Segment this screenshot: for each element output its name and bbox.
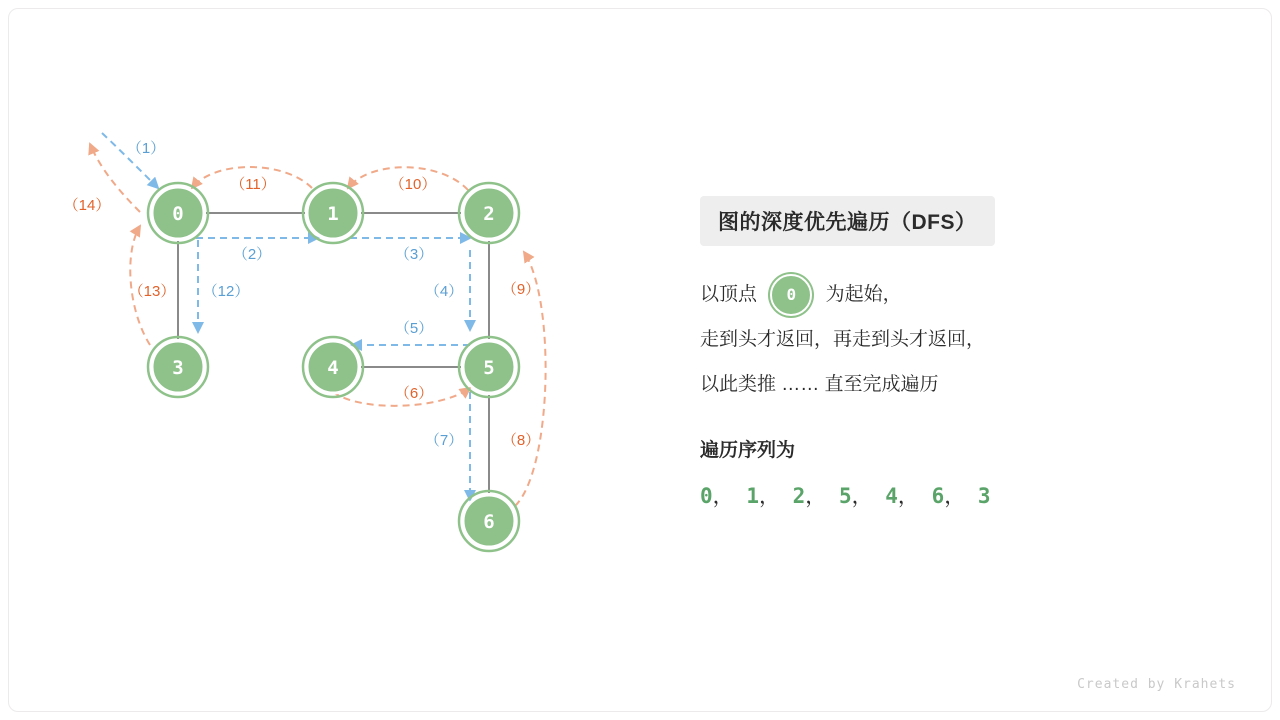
- sequence-title: 遍历序列为: [700, 440, 796, 461]
- step-label-5: （5）: [394, 320, 434, 337]
- description-line-2: 走到头才返回，再走到头才返回，: [700, 329, 986, 350]
- step-label-7: （7）: [424, 432, 464, 449]
- step-label-10: （10）: [389, 176, 437, 193]
- step-label-13: （13）: [128, 283, 176, 300]
- description-line-1: [700, 272, 1220, 317]
- sequence-sep-4: ，: [897, 485, 919, 508]
- step-label-9: （9）: [501, 281, 541, 298]
- step-label-3: （3）: [394, 246, 434, 263]
- step-label-11: （11）: [230, 176, 276, 193]
- description-line-1-prefix: 以顶点: [700, 284, 758, 305]
- sequence-item-4: 4: [885, 484, 898, 508]
- sequence-sep-3: ，: [851, 485, 873, 508]
- info-panel: [700, 196, 1220, 510]
- sequence-sep-2: ，: [805, 485, 827, 508]
- step-label-1: （1）: [126, 140, 166, 157]
- start-vertex-badge: 0: [770, 274, 812, 316]
- node-4-label: 4: [327, 357, 339, 379]
- node-1-label: 1: [327, 203, 339, 225]
- graph-node-5[interactable]: [459, 337, 519, 397]
- graph-node-4[interactable]: [303, 337, 363, 397]
- graph-node-3[interactable]: [148, 337, 208, 397]
- step-label-6: （6）: [394, 385, 434, 402]
- sequence-item-5: 6: [931, 484, 945, 508]
- sequence-values: [700, 480, 1220, 510]
- sequence-item-0: 0: [700, 484, 713, 508]
- step-label-8: （8）: [501, 432, 541, 449]
- credit-text: Created by Krahets: [1077, 677, 1236, 692]
- panel-description: [700, 272, 1220, 407]
- graph-node-0[interactable]: [148, 183, 208, 243]
- node-5-label: 5: [483, 357, 495, 379]
- sequence-item-2: 2: [792, 484, 806, 508]
- description-line-1-suffix: 为起始，: [825, 284, 902, 305]
- node-3-label: 3: [172, 357, 184, 379]
- sequence-sep-5: ，: [944, 485, 966, 508]
- step-label-2: （2）: [232, 246, 272, 263]
- step-label-12: （12）: [202, 283, 250, 300]
- sequence-item-1: 1: [746, 484, 759, 508]
- node-6-label: 6: [483, 511, 495, 533]
- node-0-label: 0: [172, 203, 184, 225]
- graph-node-6[interactable]: [459, 491, 519, 551]
- step-label-4: （4）: [424, 283, 464, 300]
- description-line-3: 以此类推 …… 直至完成遍历: [700, 374, 939, 395]
- sequence-sep-0: ，: [712, 485, 734, 508]
- node-2-label: 2: [483, 203, 495, 225]
- step-label-14: （14）: [63, 197, 111, 214]
- graph-node-2[interactable]: [459, 183, 519, 243]
- sequence-sep-1: ，: [758, 485, 780, 508]
- graph-node-1[interactable]: [303, 183, 363, 243]
- step-labels: [64, 140, 541, 449]
- sequence-item-6: 3: [977, 484, 991, 508]
- sequence-item-3: 5: [838, 484, 852, 508]
- panel-title: 图的深度优先遍历（DFS）: [700, 196, 995, 246]
